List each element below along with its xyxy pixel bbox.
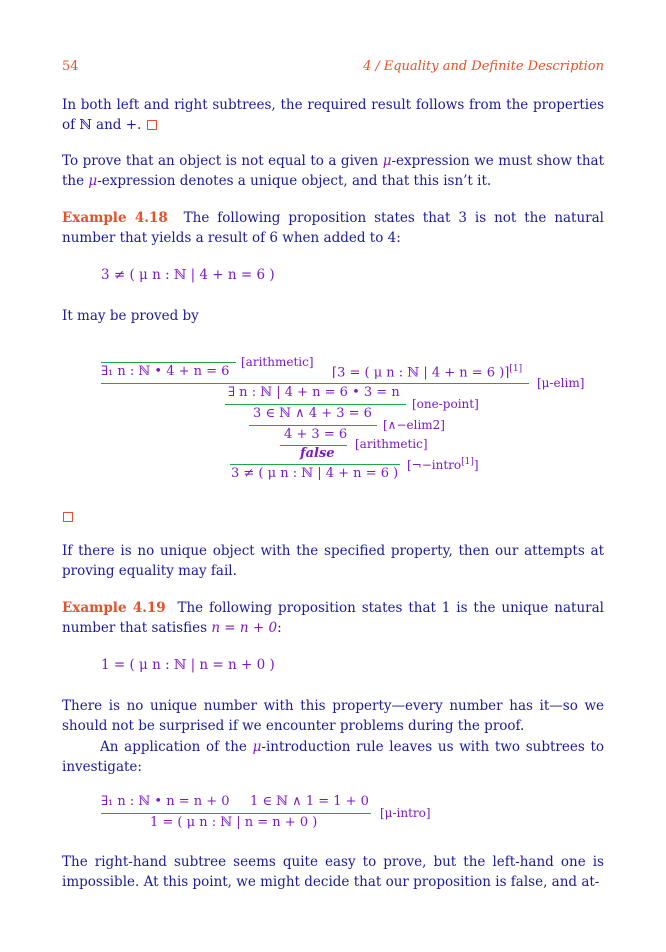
proof-conclusion: 3 ≠ ( μ n : ℕ | 4 + n = 6 ) (231, 466, 399, 481)
proof-node: ∃₁ n : ℕ • n = n + 0 (101, 794, 230, 809)
paragraph-right-hand: The right-hand subtree seems quite easy to prove, but the left-hand one is impossible. At this point, we might decide that our proposition is false, and at- (62, 854, 604, 890)
rule-label: [∧−elim2] (383, 418, 445, 432)
chapter-title: Equality and Definite Description (383, 59, 604, 74)
assumption-number: [1] (461, 457, 474, 467)
proof-rule (249, 425, 377, 426)
rule-label: [μ-intro] (380, 806, 431, 820)
assumption-number: [1] (509, 364, 523, 374)
mu-symbol: μ (252, 739, 262, 755)
chapter-number: 4 (363, 59, 372, 74)
example-text: The following proposition states that 3 is not the natural number that yields a result of 6 when added to 4: (62, 210, 604, 246)
rule-label (407, 457, 479, 472)
example-text: : (277, 620, 282, 636)
proof-rule (101, 383, 529, 384)
proof-node: ∃₁ n : ℕ • 4 + n = 6 (101, 364, 230, 379)
paragraph-inequality (62, 151, 604, 191)
paragraph-text: -expression denotes a unique object, and that this isn’t it. (97, 173, 492, 189)
paragraph-unique: If there is no unique object with the specified property, then our attempts at proving equality may fail. (62, 543, 604, 579)
proof-node (332, 364, 522, 380)
paragraph-text: In both left and right subtrees, the required result follows from the properties of ℕ and +. (62, 97, 604, 133)
page-number: 54 (62, 59, 79, 74)
rule-label: [one-point] (412, 397, 479, 411)
paragraph-no-unique: There is no unique number with this property—every number has it—so we should not be surprised if we encounter problems during the proof. (62, 698, 604, 734)
example-label: Example 4.18 (62, 210, 168, 226)
rule-label-text: [¬−intro (407, 458, 462, 472)
mu-symbol: μ (88, 173, 98, 189)
display-formula: 1 = ( μ n : ℕ | n = n + 0 ) (101, 657, 275, 673)
proof-rule (101, 362, 236, 363)
qed-symbol (147, 120, 157, 130)
paragraph-text: To prove that an object is not equal to a given (62, 153, 383, 169)
proof-node: 1 ∈ ℕ ∧ 1 = 1 + 0 (250, 794, 369, 809)
proof-node-text: ⌈3 = ( μ n : ℕ | 4 + n = 6 )⌉ (332, 365, 510, 381)
example-4-18 (62, 208, 604, 248)
proof-node: 4 + 3 = 6 (284, 427, 348, 442)
proof-node: ∃ n : ℕ | 4 + n = 6 • 3 = n (228, 385, 400, 400)
qed-symbol (63, 512, 73, 522)
rule-label: [μ-elim] (537, 376, 585, 390)
proof-node-false: false (300, 446, 335, 461)
paragraph-subtrees (62, 95, 604, 135)
example-text: The following proposition states that 1 is the unique natural number that satisfies (62, 600, 604, 636)
display-formula: 3 ≠ ( μ n : ℕ | 4 + n = 6 ) (101, 267, 275, 283)
paragraph-text: -expression we must show that the (62, 153, 605, 189)
proof-conclusion: 1 = ( μ n : ℕ | n = n + 0 ) (150, 815, 318, 830)
paragraph-text: An application of the (100, 739, 253, 755)
chapter-heading: 4 / Equality and Definite Description (363, 59, 604, 74)
proof-rule (101, 813, 371, 814)
paragraph-proof-intro: It may be proved by (62, 308, 199, 324)
proof-rule (225, 404, 406, 405)
example-4-19 (62, 598, 604, 638)
proof-node: 3 ∈ ℕ ∧ 4 + 3 = 6 (253, 406, 372, 421)
mu-symbol: μ (382, 153, 392, 169)
example-label: Example 4.19 (62, 600, 166, 616)
paragraph-mu-intro (62, 737, 604, 777)
rule-label: [arithmetic] (355, 437, 428, 451)
inline-math: n = n + 0 (211, 620, 278, 636)
rule-label: [arithmetic] (241, 355, 314, 369)
rule-label-text: ] (473, 458, 479, 472)
paragraph-text: -introduction rule leaves us with two subtrees to investigate: (62, 739, 604, 775)
proof-rule (230, 464, 400, 465)
